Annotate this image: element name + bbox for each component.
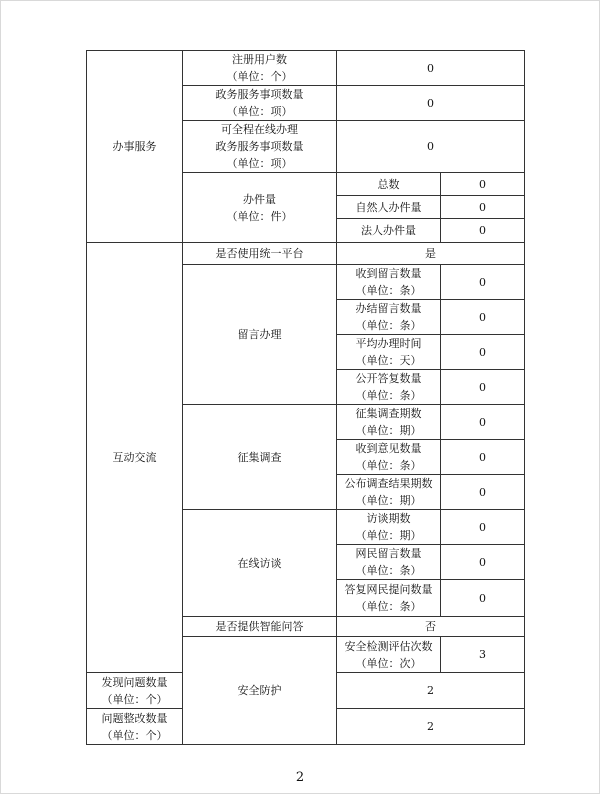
sub-label-received: 收到留言数量 （单位：条） <box>337 265 441 300</box>
sub-value-survey-periods: 0 <box>441 405 525 440</box>
row-value-online: 0 <box>337 121 525 173</box>
row-label-volume: 办件量 （单位：件） <box>183 173 337 243</box>
row-label-users: 注册用户数 （单位：个） <box>183 51 337 86</box>
sub-value-legal: 0 <box>441 219 525 243</box>
row-value-checks: 3 <box>441 637 525 673</box>
row-value-items: 0 <box>337 86 525 121</box>
statistics-table <box>86 50 525 745</box>
row-value-platform: 是 <box>337 243 525 265</box>
sub-value-results: 0 <box>441 475 525 510</box>
sub-value-opinions: 0 <box>441 440 525 475</box>
group-label-anquan: 安全防护 <box>183 637 337 745</box>
row-label-fixed: 问题整改数量 （单位：个） <box>87 709 183 745</box>
row-label-message: 留言办理 <box>183 265 337 405</box>
sub-value-finished: 0 <box>441 300 525 335</box>
group-label-hudong: 互动交流 <box>87 243 183 673</box>
table-row <box>87 51 525 86</box>
row-value-found: 2 <box>337 673 525 709</box>
row-label-online: 可全程在线办理 政务服务事项数量 （单位：项） <box>183 121 337 173</box>
sub-label-interview-periods: 访谈期数 （单位：期） <box>337 510 441 545</box>
sub-value-netizen-messages: 0 <box>441 545 525 580</box>
row-label-items: 政务服务事项数量 （单位：项） <box>183 86 337 121</box>
row-label-checks: 安全检测评估次数 （单位：次） <box>337 637 441 673</box>
row-label-interview: 在线访谈 <box>183 510 337 617</box>
sub-value-natural: 0 <box>441 196 525 219</box>
row-label-found: 发现问题数量 （单位：个） <box>87 673 183 709</box>
sub-label-public: 公开答复数量 （单位：条） <box>337 370 441 405</box>
sub-label-legal: 法人办件量 <box>337 219 441 243</box>
sub-label-results: 公布调查结果期数 （单位：期） <box>337 475 441 510</box>
sub-label-answers: 答复网民提问数量 （单位：条） <box>337 580 441 617</box>
row-label-survey: 征集调查 <box>183 405 337 510</box>
row-label-platform: 是否使用统一平台 <box>183 243 337 265</box>
sub-label-total: 总数 <box>337 173 441 196</box>
sub-value-received: 0 <box>441 265 525 300</box>
sub-value-public: 0 <box>441 370 525 405</box>
row-label-smartqa: 是否提供智能问答 <box>183 617 337 637</box>
group-label-banshi: 办事服务 <box>87 51 183 243</box>
sub-label-survey-periods: 征集调查期数 （单位：期） <box>337 405 441 440</box>
table-row <box>87 243 525 265</box>
sub-value-avgtime: 0 <box>441 335 525 370</box>
sub-value-interview-periods: 0 <box>441 510 525 545</box>
sub-label-finished: 办结留言数量 （单位：条） <box>337 300 441 335</box>
page-number: 2 <box>295 770 305 785</box>
row-value-users: 0 <box>337 51 525 86</box>
sub-label-opinions: 收到意见数量 （单位：条） <box>337 440 441 475</box>
sub-value-total: 0 <box>441 173 525 196</box>
sub-label-netizen-messages: 网民留言数量 （单位：条） <box>337 545 441 580</box>
sub-label-natural: 自然人办件量 <box>337 196 441 219</box>
sub-label-avgtime: 平均办理时间 （单位：天） <box>337 335 441 370</box>
row-value-smartqa: 否 <box>337 617 525 637</box>
sub-value-answers: 0 <box>441 580 525 617</box>
row-value-fixed: 2 <box>337 709 525 745</box>
